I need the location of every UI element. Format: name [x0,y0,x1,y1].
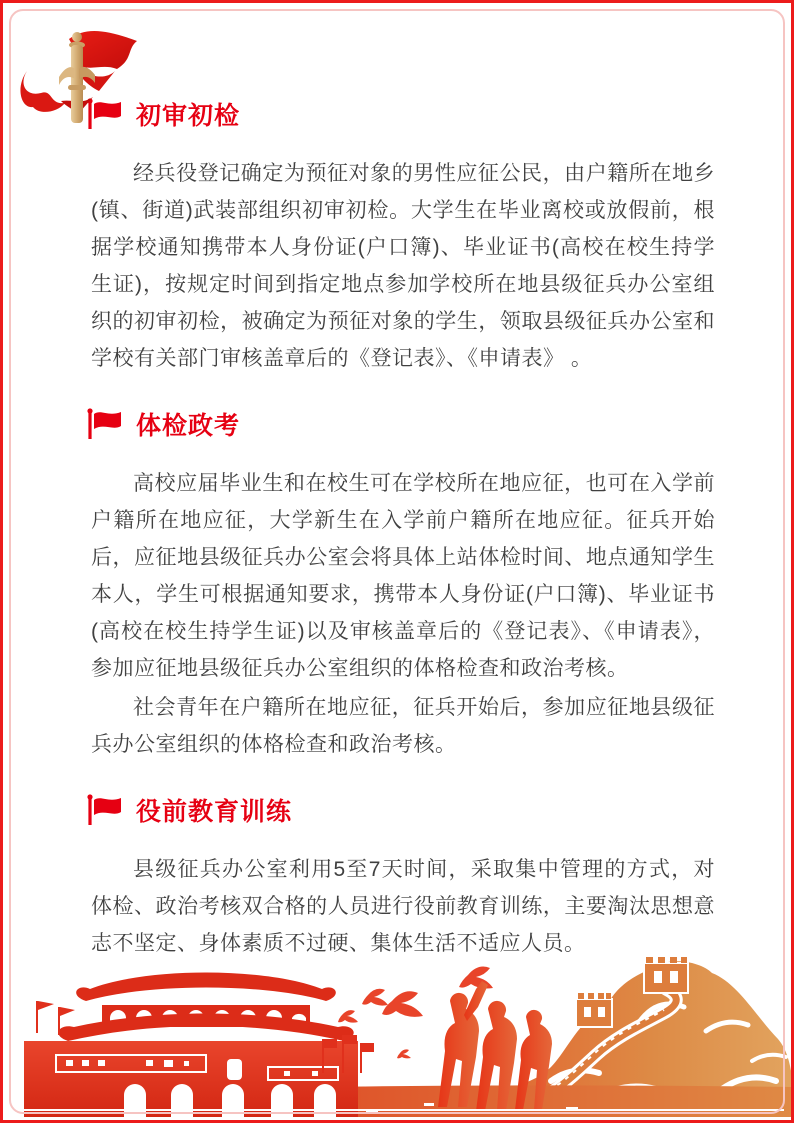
section-preliminary-review [91,97,715,377]
red-flag-icon [87,794,123,826]
section-title-text: 体检政考 [136,412,241,440]
section-heading [87,97,715,131]
paragraph: 经兵役登记确定为预征对象的男性应征公民，由户籍所在地乡(镇、街道)武装部组织初审初检。大学生在毕业离校或放假前，根据学校通知携带本人身份证(户口簿)、毕业证书(高校在校生持学生证)，按规定时间到指定地点参加学校所在地县级征兵办公室组织的初审初检，被确定为预征对象的学生，领取县级征兵办公室和学校有关部门审核盖章后的《登记表》、《申请表》 。 [91,162,715,370]
section-title-text: 初审初检 [136,102,241,130]
paragraph: 高校应届毕业生和在校生可在学校所在地应征，也可在入学前户籍所在地应征，大学新生在入学前户籍所在地应征。征兵开始后，应征地县级征兵办公室会将具体上站体检时间、地点通知学生本人，学生可根据通知要求，携带本人身份证(户口簿)、毕业证书(高校在校生持学生证)以及审核盖章后的《登记表》、《申请表》，参加应征地县级征兵办公室组织的体格检查和政治考核。 [91,472,715,680]
article-body [91,97,715,992]
section-physical-political-exam [91,407,715,763]
paragraph: 县级征兵办公室利用5至7天时间，采取集中管理的方式，对体检、政治考核双合格的人员进行役前教育训练，主要淘汰思想意志不坚定、身体素质不过硬、集体生活不适应人员。 [91,858,715,955]
paragraph: 社会青年在户籍所在地应征，征兵开始后，参加应征地县级征兵办公室组织的体格检查和政治考核。 [91,696,715,756]
section-heading [87,793,715,827]
section-heading [87,407,715,441]
section-title-text: 役前教育训练 [136,798,293,826]
huabiao-red-flag-emblem-icon [17,25,149,127]
red-flag-icon [87,408,123,440]
section-pre-service-training [91,793,715,962]
